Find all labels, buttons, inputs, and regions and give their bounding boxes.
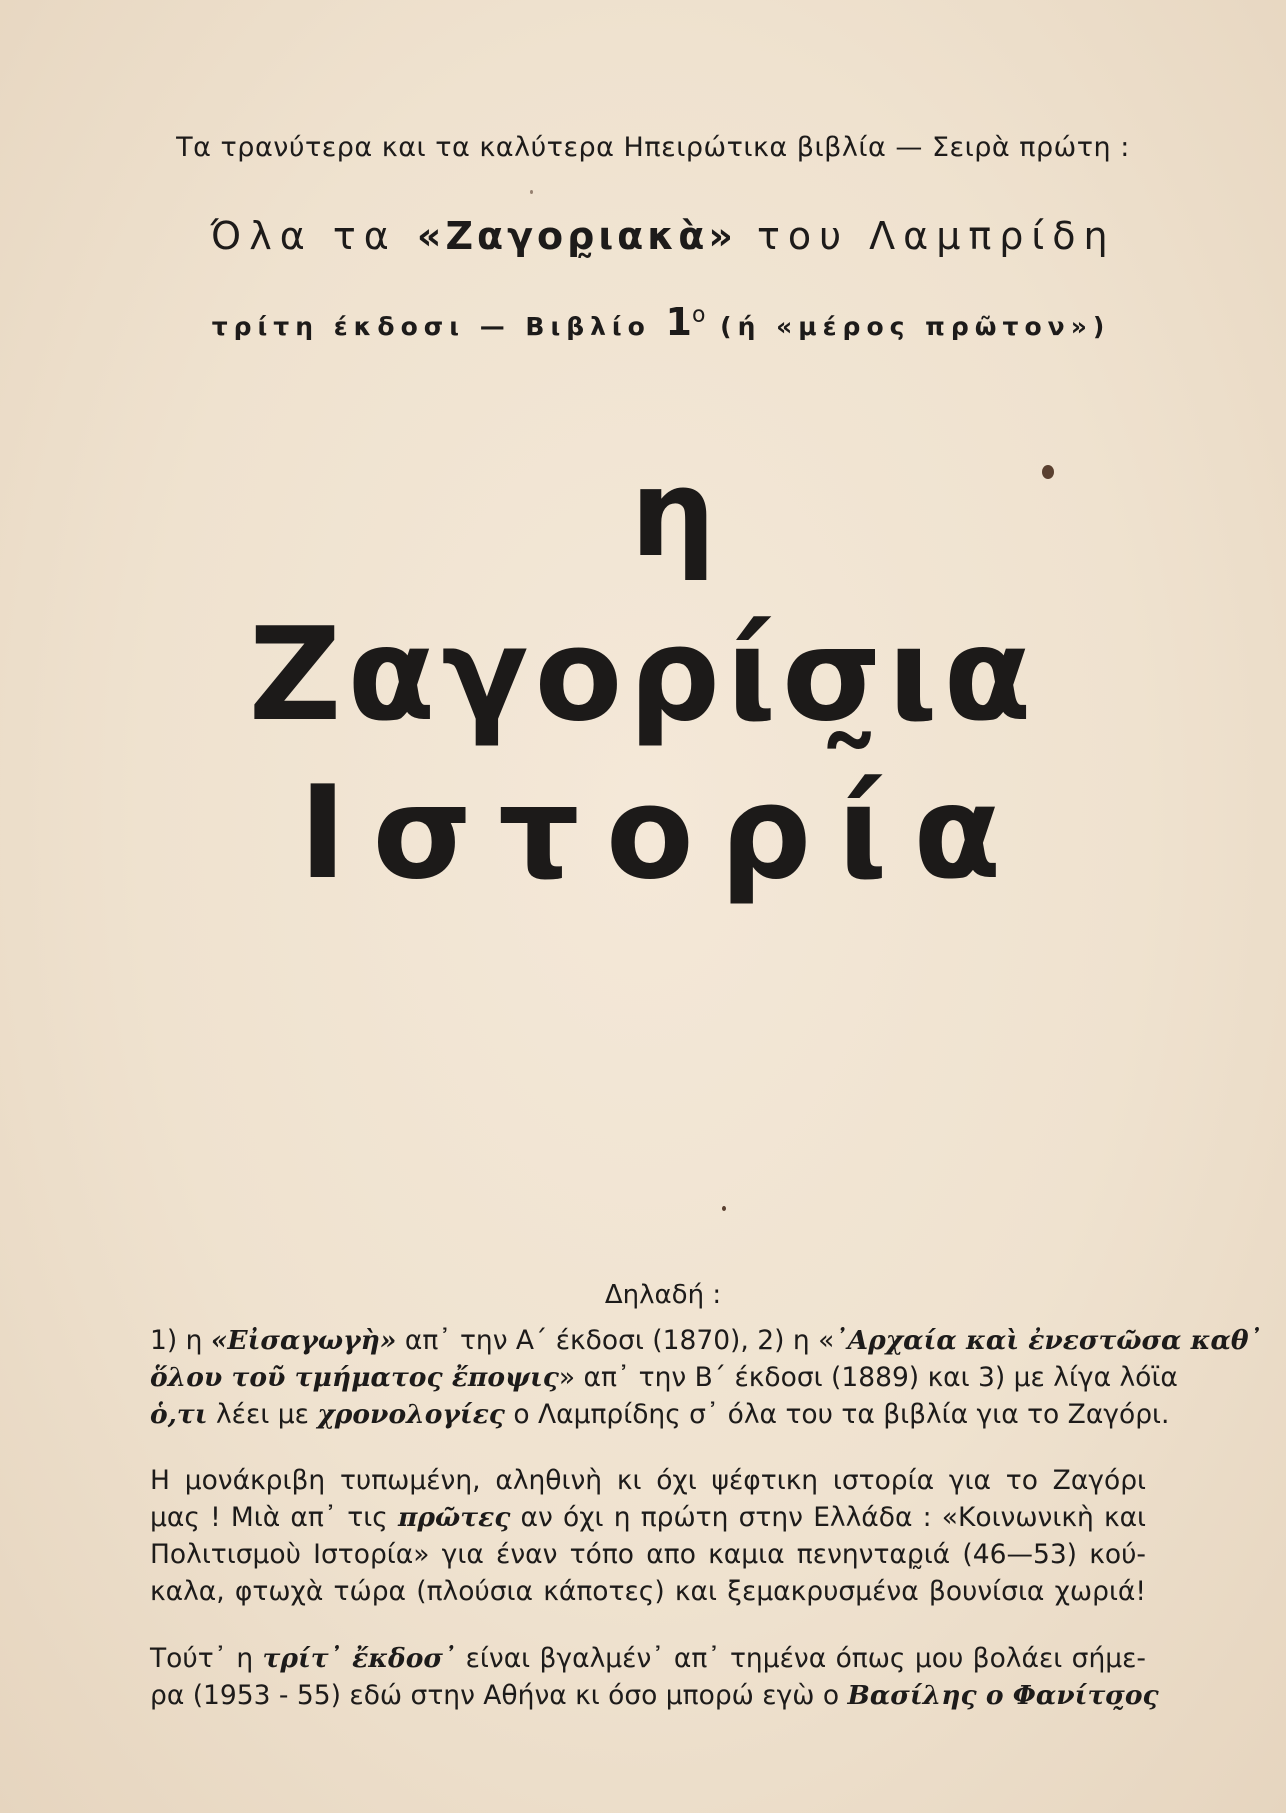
- edition-line: [0, 300, 1286, 344]
- series-line: [0, 132, 1286, 163]
- text-segment-italic: τρίτ᾽ ἔκδοσ᾽: [262, 1643, 457, 1674]
- description-line-3: Πολιτισμοὺ Ιστορία» για έναν τόπο απο καμια πενηνταρ̰ιά (46—53) κού-: [150, 1539, 1146, 1570]
- text-segment-italic: Βασίλης ο Φανίτσ̰ος: [847, 1680, 1159, 1711]
- title-article: η: [630, 445, 716, 584]
- description-line-2: [150, 1499, 1146, 1536]
- text-segment: ο Λαμπρίδης σ᾽ όλα του τα βιβλία για το Ζαγόρι.: [504, 1399, 1170, 1430]
- edition-prefix: τρίτη έκδοσι — Βιβλίο: [211, 312, 666, 341]
- book-number-value: 1: [665, 300, 692, 344]
- contents-line-3: [150, 1396, 1170, 1433]
- text-segment: μας ! Μιὰ απ᾽ τις: [150, 1502, 398, 1533]
- text-segment: Τούτ᾽ η: [150, 1643, 263, 1674]
- description-paragraph: [150, 1462, 1146, 1610]
- text-segment: λέει με: [207, 1399, 318, 1430]
- contents-line-2: [150, 1359, 1178, 1396]
- text-segment-italic: πρῶτες: [398, 1502, 511, 1533]
- contents-paragraph: [150, 1322, 1262, 1433]
- text-segment: 1) η: [150, 1325, 211, 1356]
- book-number-suffix: ο: [691, 302, 706, 328]
- text-segment-italic: «Εἰσαγωγὴ»: [210, 1325, 397, 1356]
- paper-speck: [530, 190, 533, 194]
- collection-prefix: Όλα τα: [210, 214, 417, 258]
- text-segment-italic: χρονολογίες: [317, 1399, 505, 1430]
- edition-suffix: (ή «μέρος πρῶτον»): [705, 312, 1111, 341]
- text-segment: απ᾽ την Α΄ έκδοσι (1870), 2) η «: [396, 1325, 835, 1356]
- collection-line: [0, 214, 1286, 258]
- text-segment-italic: ὅλου τοῦ τμήματος ἔποψις: [150, 1362, 559, 1393]
- description-line-4: καλα, φτωχὰ τώρα (πλούσια κάποτες) και ξεμακρυσμένα βουνίσια χωριά!: [150, 1576, 1146, 1607]
- collection-title: «Ζαγορ̰ιακὰ»: [416, 214, 737, 258]
- text-segment: » απ᾽ την Β΄ έκδοσι (1889) και 3) με λίγα λόϊα: [558, 1362, 1178, 1393]
- title-word-2: Ιστορία: [298, 759, 1028, 908]
- namely-heading: Δηλαδή :: [604, 1280, 722, 1310]
- book-number: [666, 300, 706, 344]
- series-text: Τα τρανύτερα και τα καλύτερα Ηπειρώτικα βιβλία — Σειρὰ πρώτη :: [176, 132, 1130, 163]
- paper-speck: [722, 1206, 726, 1211]
- text-segment-italic: ὁ,τι: [150, 1399, 208, 1430]
- text-segment: ρα (1953 - 55) εδώ στην Αθήνα κι όσο μπορώ εγὼ ο: [150, 1680, 848, 1711]
- paper-stain: [1042, 465, 1054, 479]
- edition-note-line-2: [150, 1677, 1159, 1714]
- text-segment-italic: ᾽Αρχαία καὶ ἐνεστῶσα καθ᾽: [834, 1325, 1262, 1356]
- text-segment: είναι βγαλμέν᾽ απ᾽ τημένα όπως μου βολάει σήμε-: [456, 1643, 1146, 1674]
- text-segment: αν όχι η πρώτη στην Ελλάδα : «Κοινωνικὴ και: [510, 1502, 1146, 1533]
- title-word-1: Ζαγορίσ̰ια: [248, 601, 1038, 750]
- edition-note-paragraph: [150, 1640, 1159, 1714]
- edition-note-line-1: [150, 1640, 1146, 1677]
- collection-suffix: του Λαμπρίδη: [736, 214, 1116, 258]
- description-line-1: Η μονάκριβη τυπωμένη, αληθινὴ κι όχι ψέφτικη ιστορία για το Ζαγόρι: [150, 1465, 1146, 1496]
- contents-line-1: [150, 1322, 1262, 1359]
